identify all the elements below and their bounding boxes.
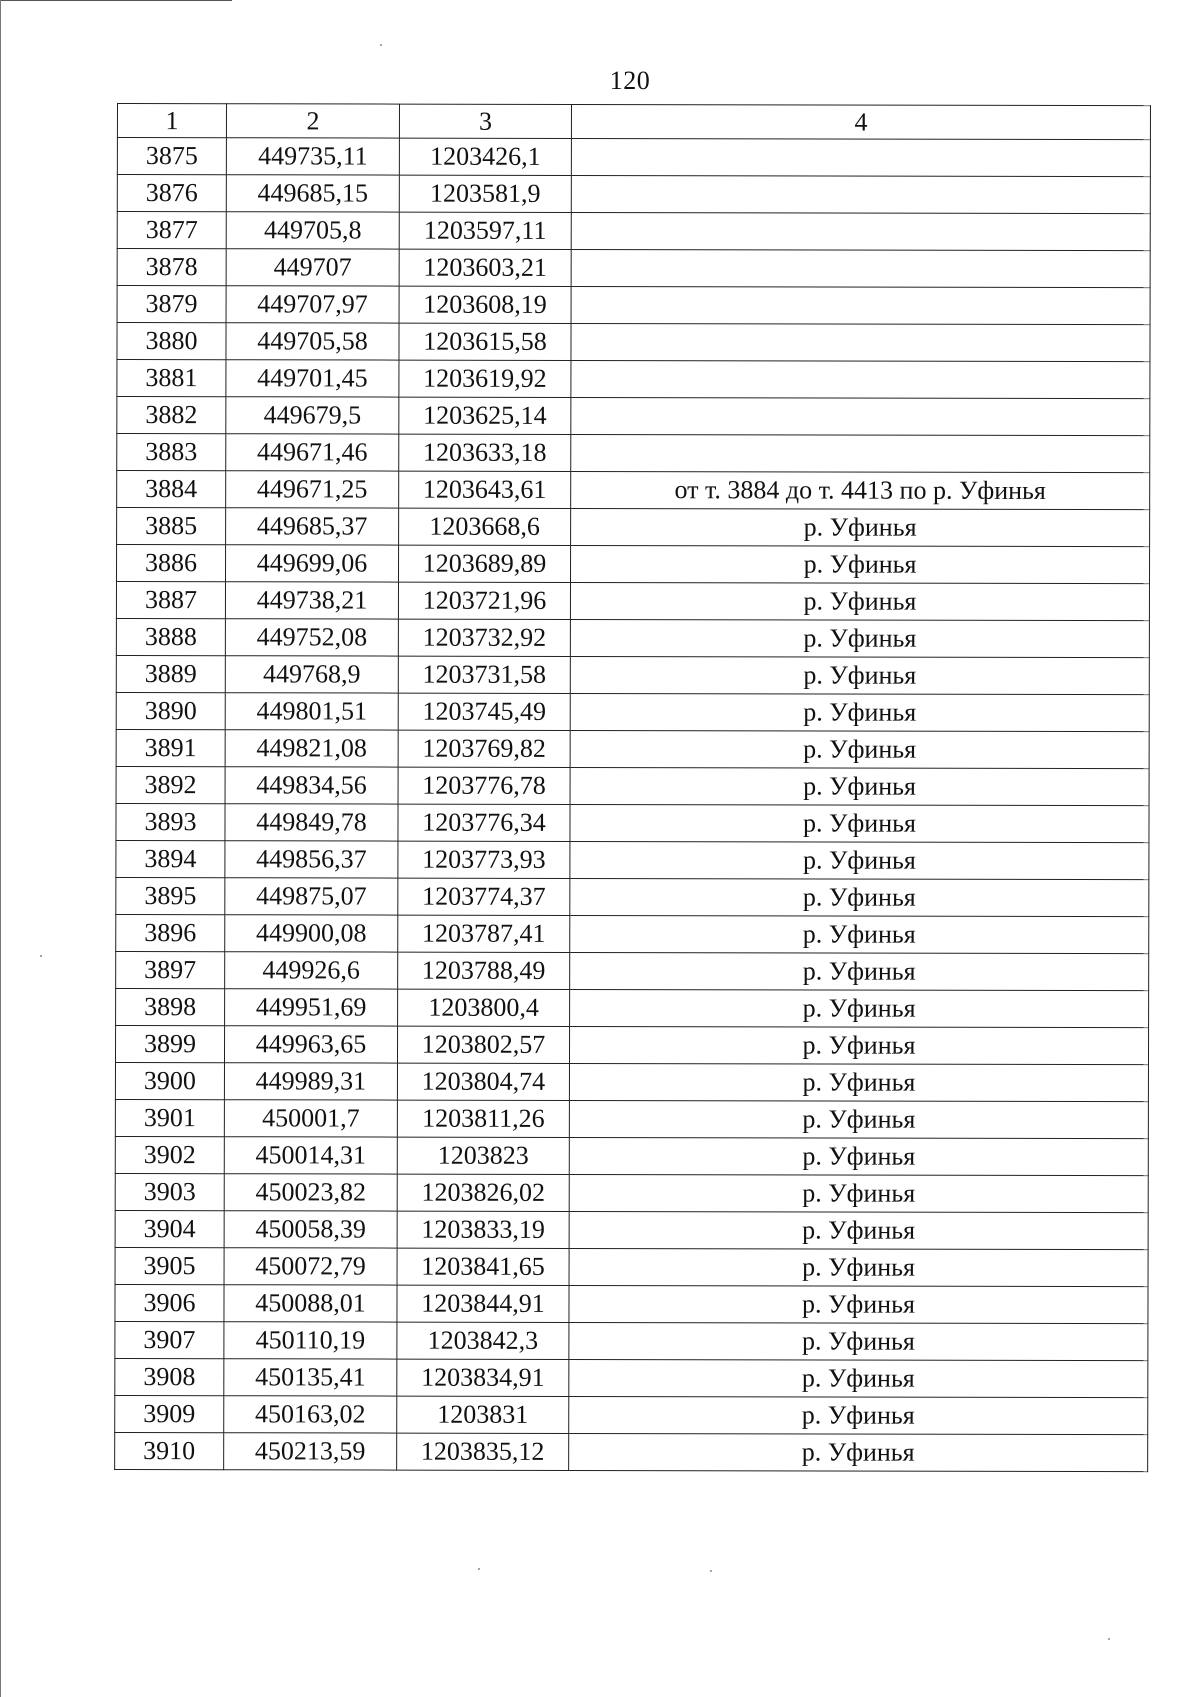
cell-x-coordinate: 449735,11 bbox=[226, 138, 399, 175]
cell-y-coordinate: 1203745,49 bbox=[398, 693, 570, 730]
cell-point-number: 3875 bbox=[117, 138, 226, 175]
table-row bbox=[115, 1321, 1148, 1360]
table-row bbox=[116, 803, 1149, 842]
cell-x-coordinate: 450023,82 bbox=[224, 1174, 397, 1211]
cell-x-coordinate: 449685,37 bbox=[226, 508, 399, 545]
cell-y-coordinate: 1203426,1 bbox=[399, 138, 571, 175]
cell-point-number: 3893 bbox=[116, 803, 225, 840]
cell-description: р. Уфинья bbox=[571, 508, 1150, 546]
table-row bbox=[115, 1395, 1148, 1434]
table-row bbox=[116, 618, 1149, 657]
cell-y-coordinate: 1203608,19 bbox=[399, 286, 571, 323]
table-row bbox=[117, 508, 1150, 547]
cell-y-coordinate: 1203625,14 bbox=[399, 397, 571, 434]
header-row bbox=[117, 104, 1150, 140]
table-row bbox=[117, 138, 1150, 177]
cell-description: р. Уфинья bbox=[570, 841, 1149, 879]
cell-x-coordinate: 450058,39 bbox=[224, 1211, 397, 1248]
cell-x-coordinate: 450088,01 bbox=[224, 1285, 397, 1322]
cell-x-coordinate: 449707,97 bbox=[226, 286, 399, 323]
cell-point-number: 3891 bbox=[116, 729, 225, 766]
cell-description bbox=[571, 249, 1150, 287]
cell-x-coordinate: 449671,25 bbox=[226, 471, 399, 508]
table-row bbox=[117, 249, 1150, 288]
table-row bbox=[116, 582, 1149, 621]
cell-point-number: 3876 bbox=[117, 175, 226, 212]
cell-description bbox=[571, 434, 1150, 472]
cell-x-coordinate: 449679,5 bbox=[226, 397, 399, 434]
table-row bbox=[117, 175, 1150, 214]
cell-description bbox=[571, 397, 1150, 435]
cell-x-coordinate: 449963,65 bbox=[224, 1026, 397, 1063]
cell-description bbox=[571, 323, 1150, 361]
table-row bbox=[117, 434, 1150, 473]
table-row bbox=[117, 360, 1150, 399]
cell-y-coordinate: 1203800,4 bbox=[398, 989, 570, 1026]
cell-point-number: 3901 bbox=[115, 1099, 224, 1136]
scan-speck bbox=[1108, 1638, 1110, 1640]
cell-point-number: 3910 bbox=[115, 1432, 224, 1469]
cell-point-number: 3908 bbox=[115, 1358, 224, 1395]
page-number: 120 bbox=[609, 66, 651, 95]
cell-description: р. Уфинья bbox=[569, 1359, 1148, 1397]
cell-description: р. Уфинья bbox=[569, 1433, 1148, 1471]
cell-description: р. Уфинья bbox=[570, 730, 1149, 768]
cell-x-coordinate: 450110,19 bbox=[224, 1322, 397, 1359]
cell-x-coordinate: 449705,8 bbox=[226, 212, 399, 249]
table-row bbox=[117, 212, 1150, 251]
cell-point-number: 3894 bbox=[116, 840, 225, 877]
cell-y-coordinate: 1203774,37 bbox=[398, 878, 570, 915]
cell-y-coordinate: 1203597,11 bbox=[399, 212, 571, 249]
cell-y-coordinate: 1203668,6 bbox=[399, 508, 571, 545]
scan-edge-left bbox=[0, 0, 1, 1697]
cell-description bbox=[571, 286, 1150, 324]
table-row bbox=[115, 1432, 1148, 1471]
cell-x-coordinate: 449701,45 bbox=[226, 360, 399, 397]
scan-speck bbox=[40, 955, 42, 957]
cell-description: р. Уфинья bbox=[570, 582, 1149, 620]
cell-point-number: 3877 bbox=[117, 212, 226, 249]
cell-description: р. Уфинья bbox=[570, 915, 1149, 953]
cell-y-coordinate: 1203831 bbox=[397, 1396, 569, 1433]
cell-y-coordinate: 1203826,02 bbox=[397, 1174, 569, 1211]
cell-x-coordinate: 449738,21 bbox=[225, 582, 398, 619]
header-cell-description: 4 bbox=[571, 104, 1150, 139]
cell-point-number: 3881 bbox=[117, 360, 226, 397]
cell-description bbox=[571, 360, 1150, 398]
cell-description: р. Уфинья bbox=[569, 1026, 1148, 1064]
cell-point-number: 3880 bbox=[117, 323, 226, 360]
cell-y-coordinate: 1203732,92 bbox=[398, 619, 570, 656]
table-row bbox=[115, 1062, 1148, 1101]
cell-description: р. Уфинья bbox=[569, 1396, 1148, 1434]
cell-y-coordinate: 1203835,12 bbox=[397, 1433, 569, 1470]
cell-x-coordinate: 449926,6 bbox=[225, 952, 398, 989]
table-row bbox=[116, 951, 1149, 990]
header-cell-y-coordinate: 3 bbox=[399, 104, 571, 138]
cell-x-coordinate: 450072,79 bbox=[224, 1248, 397, 1285]
cell-x-coordinate: 449951,69 bbox=[225, 989, 398, 1026]
cell-x-coordinate: 449856,37 bbox=[225, 841, 398, 878]
cell-y-coordinate: 1203833,19 bbox=[397, 1211, 569, 1248]
cell-x-coordinate: 449707 bbox=[226, 249, 399, 286]
table-row bbox=[116, 766, 1149, 805]
cell-description: р. Уфинья bbox=[570, 656, 1149, 694]
table-row bbox=[116, 545, 1149, 584]
cell-x-coordinate: 450001,7 bbox=[224, 1100, 397, 1137]
cell-y-coordinate: 1203787,41 bbox=[398, 915, 570, 952]
cell-description: р. Уфинья bbox=[569, 1248, 1148, 1286]
cell-x-coordinate: 449834,56 bbox=[225, 767, 398, 804]
cell-x-coordinate: 449849,78 bbox=[225, 804, 398, 841]
cell-point-number: 3888 bbox=[116, 618, 225, 655]
cell-description: р. Уфинья bbox=[570, 952, 1149, 990]
cell-description: р. Уфинья bbox=[569, 1100, 1148, 1138]
cell-description: р. Уфинья bbox=[569, 1063, 1148, 1101]
cell-description: р. Уфинья bbox=[570, 619, 1149, 657]
table-row bbox=[115, 1210, 1148, 1249]
cell-y-coordinate: 1203776,34 bbox=[398, 804, 570, 841]
cell-x-coordinate: 450163,02 bbox=[224, 1396, 397, 1433]
table-row bbox=[116, 914, 1149, 953]
cell-y-coordinate: 1203619,92 bbox=[399, 360, 571, 397]
cell-y-coordinate: 1203776,78 bbox=[398, 767, 570, 804]
scan-edge-top bbox=[0, 0, 232, 1]
table-row bbox=[115, 1136, 1148, 1175]
cell-point-number: 3900 bbox=[115, 1062, 224, 1099]
cell-y-coordinate: 1203788,49 bbox=[398, 952, 570, 989]
header-cell-x-coordinate: 2 bbox=[226, 104, 399, 138]
cell-description: р. Уфинья bbox=[569, 1285, 1148, 1323]
cell-x-coordinate: 449989,31 bbox=[224, 1063, 397, 1100]
cell-y-coordinate: 1203844,91 bbox=[397, 1285, 569, 1322]
cell-x-coordinate: 449705,58 bbox=[226, 323, 399, 360]
cell-y-coordinate: 1203802,57 bbox=[397, 1026, 569, 1063]
table-header bbox=[117, 104, 1150, 140]
cell-point-number: 3882 bbox=[117, 397, 226, 434]
cell-description: р. Уфинья bbox=[569, 1322, 1148, 1360]
header-cell-point-number: 1 bbox=[117, 104, 226, 138]
table-row bbox=[117, 471, 1150, 510]
cell-y-coordinate: 1203721,96 bbox=[398, 582, 570, 619]
cell-description bbox=[571, 138, 1150, 176]
cell-description: р. Уфинья bbox=[569, 1211, 1148, 1249]
table-row bbox=[117, 286, 1150, 325]
cell-point-number: 3887 bbox=[116, 582, 225, 619]
scan-speck bbox=[710, 1570, 712, 1572]
cell-y-coordinate: 1203603,21 bbox=[399, 249, 571, 286]
table-row bbox=[116, 877, 1149, 916]
coordinates-table bbox=[114, 103, 1151, 1472]
cell-description: р. Уфинья bbox=[570, 989, 1149, 1027]
cell-description: р. Уфинья bbox=[569, 1137, 1148, 1175]
cell-point-number: 3898 bbox=[116, 988, 225, 1025]
table-row bbox=[116, 655, 1149, 694]
cell-y-coordinate: 1203841,65 bbox=[397, 1248, 569, 1285]
cell-x-coordinate: 449821,08 bbox=[225, 730, 398, 767]
cell-x-coordinate: 449699,06 bbox=[225, 545, 398, 582]
cell-y-coordinate: 1203811,26 bbox=[397, 1100, 569, 1137]
table-row bbox=[115, 1247, 1148, 1286]
cell-x-coordinate: 449752,08 bbox=[225, 619, 398, 656]
cell-description: от т. 3884 до т. 4413 по р. Уфинья bbox=[571, 471, 1150, 509]
scan-speck bbox=[478, 1568, 480, 1570]
cell-y-coordinate: 1203842,3 bbox=[397, 1322, 569, 1359]
cell-x-coordinate: 449875,07 bbox=[225, 878, 398, 915]
cell-x-coordinate: 449900,08 bbox=[225, 915, 398, 952]
table-row bbox=[115, 1025, 1148, 1064]
cell-point-number: 3903 bbox=[115, 1173, 224, 1210]
cell-x-coordinate: 449671,46 bbox=[226, 434, 399, 471]
cell-x-coordinate: 450014,31 bbox=[224, 1137, 397, 1174]
cell-point-number: 3899 bbox=[115, 1025, 224, 1062]
table-row bbox=[116, 729, 1149, 768]
cell-point-number: 3890 bbox=[116, 692, 225, 729]
cell-y-coordinate: 1203823 bbox=[397, 1137, 569, 1174]
cell-y-coordinate: 1203633,18 bbox=[399, 434, 571, 471]
table-row bbox=[115, 1099, 1148, 1138]
table-row bbox=[117, 397, 1150, 436]
cell-y-coordinate: 1203834,91 bbox=[397, 1359, 569, 1396]
cell-y-coordinate: 1203581,9 bbox=[399, 175, 571, 212]
cell-point-number: 3904 bbox=[115, 1210, 224, 1247]
cell-x-coordinate: 449801,51 bbox=[225, 693, 398, 730]
cell-x-coordinate: 449685,15 bbox=[226, 175, 399, 212]
cell-point-number: 3897 bbox=[116, 951, 225, 988]
cell-point-number: 3906 bbox=[115, 1284, 224, 1321]
cell-y-coordinate: 1203773,93 bbox=[398, 841, 570, 878]
cell-point-number: 3878 bbox=[117, 249, 226, 286]
cell-description: р. Уфинья bbox=[569, 1174, 1148, 1212]
cell-description bbox=[571, 175, 1150, 213]
cell-point-number: 3886 bbox=[116, 545, 225, 582]
cell-point-number: 3895 bbox=[116, 877, 225, 914]
cell-description: р. Уфинья bbox=[570, 767, 1149, 805]
cell-description: р. Уфинья bbox=[570, 804, 1149, 842]
cell-y-coordinate: 1203615,58 bbox=[399, 323, 571, 360]
cell-point-number: 3902 bbox=[115, 1136, 224, 1173]
cell-description: р. Уфинья bbox=[570, 693, 1149, 731]
cell-point-number: 3889 bbox=[116, 655, 225, 692]
table-row bbox=[116, 692, 1149, 731]
cell-y-coordinate: 1203769,82 bbox=[398, 730, 570, 767]
cell-x-coordinate: 449768,9 bbox=[225, 656, 398, 693]
cell-y-coordinate: 1203731,58 bbox=[398, 656, 570, 693]
cell-point-number: 3884 bbox=[117, 471, 226, 508]
cell-y-coordinate: 1203804,74 bbox=[397, 1063, 569, 1100]
cell-point-number: 3879 bbox=[117, 286, 226, 323]
cell-y-coordinate: 1203643,61 bbox=[399, 471, 571, 508]
cell-description: р. Уфинья bbox=[570, 545, 1149, 583]
cell-description: р. Уфинья bbox=[570, 878, 1149, 916]
table-row bbox=[116, 840, 1149, 879]
table-row bbox=[115, 1358, 1148, 1397]
table-row bbox=[115, 1173, 1148, 1212]
cell-description bbox=[571, 212, 1150, 250]
cell-point-number: 3909 bbox=[115, 1395, 224, 1432]
table-row bbox=[116, 988, 1149, 1027]
cell-x-coordinate: 450213,59 bbox=[224, 1433, 397, 1470]
table-row bbox=[115, 1284, 1148, 1323]
cell-point-number: 3883 bbox=[117, 434, 226, 471]
cell-point-number: 3892 bbox=[116, 766, 225, 803]
cell-point-number: 3885 bbox=[117, 508, 226, 545]
cell-point-number: 3896 bbox=[116, 914, 225, 951]
cell-x-coordinate: 450135,41 bbox=[224, 1359, 397, 1396]
cell-point-number: 3905 bbox=[115, 1247, 224, 1284]
cell-y-coordinate: 1203689,89 bbox=[398, 545, 570, 582]
table-body bbox=[115, 138, 1151, 1472]
scan-speck bbox=[380, 44, 382, 46]
cell-point-number: 3907 bbox=[115, 1321, 224, 1358]
table-row bbox=[117, 323, 1150, 362]
